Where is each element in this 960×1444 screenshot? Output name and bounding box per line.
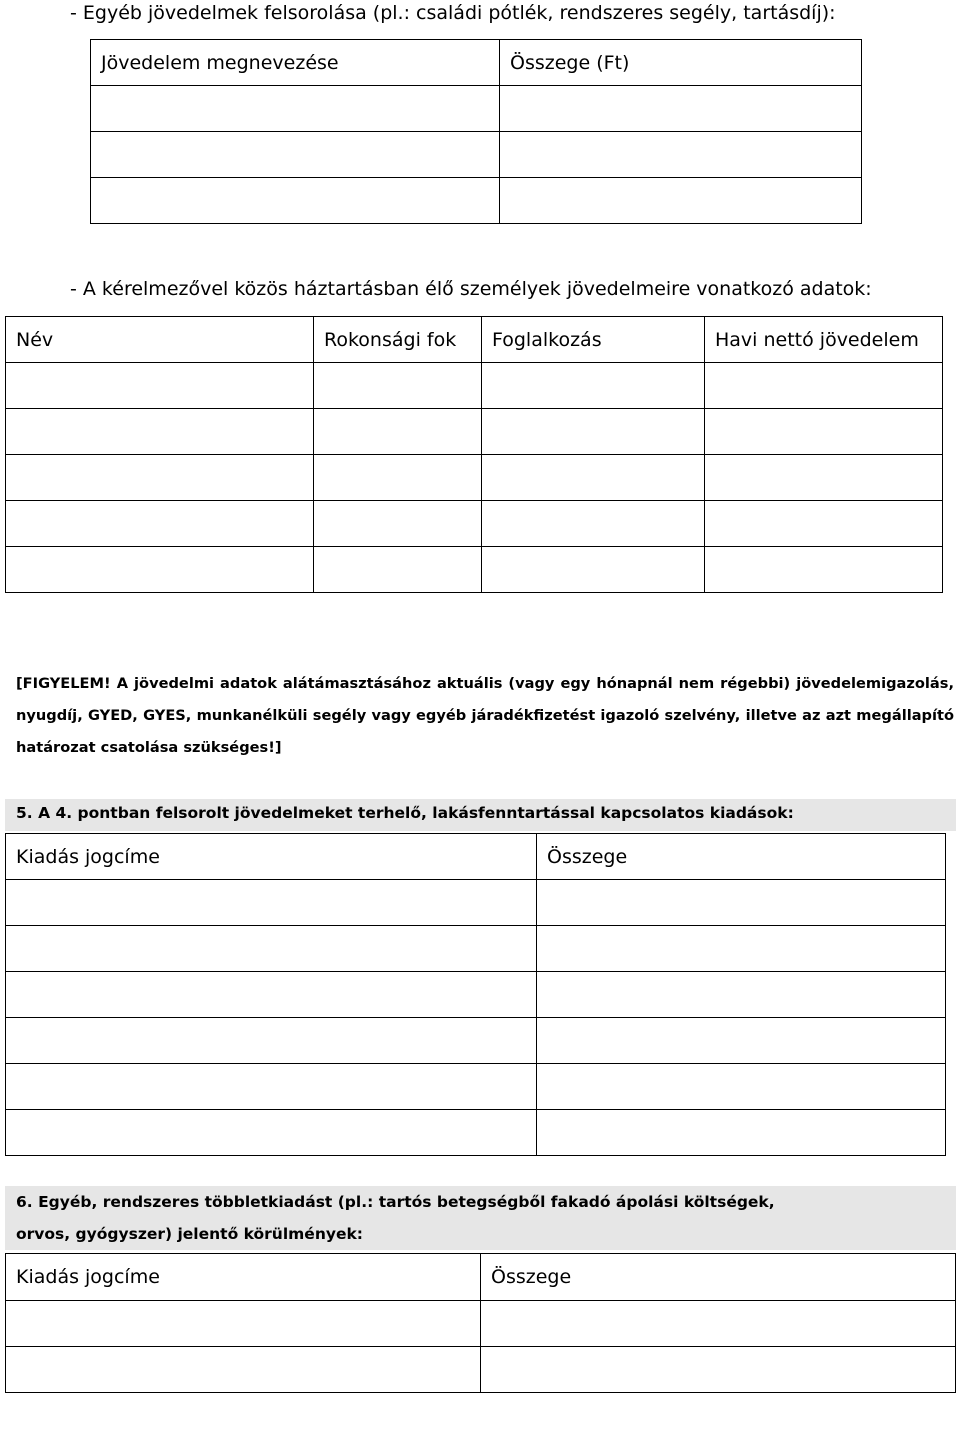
table-row <box>6 1110 946 1156</box>
column-header-occupation: Foglalkozás <box>482 317 705 363</box>
input-cell[interactable] <box>500 178 862 224</box>
input-cell[interactable] <box>705 455 943 501</box>
table-row <box>6 455 943 501</box>
input-cell[interactable] <box>537 1110 946 1156</box>
input-cell[interactable] <box>482 363 705 409</box>
section6-heading: 6. Egyéb, rendszeres többletkiadást (pl.: tartós betegségből fakadó ápolási költségek, orvos, gyógyszer) jelentő körülmények: <box>16 1193 775 1243</box>
column-header-amount: Összege (Ft) <box>500 40 862 86</box>
input-cell[interactable] <box>6 1347 481 1393</box>
input-cell[interactable] <box>6 409 314 455</box>
input-cell[interactable] <box>6 455 314 501</box>
input-cell[interactable] <box>6 926 537 972</box>
input-cell[interactable] <box>705 363 943 409</box>
column-header-net-income: Havi nettó jövedelem <box>705 317 943 363</box>
input-cell[interactable] <box>6 363 314 409</box>
input-cell[interactable] <box>482 455 705 501</box>
input-cell[interactable] <box>6 972 537 1018</box>
input-cell[interactable] <box>537 972 946 1018</box>
table-row <box>6 501 943 547</box>
section5-heading: 5. A 4. pontban felsorolt jövedelmeket terhelő, lakásfenntartással kapcsolatos kiadások: <box>16 804 794 822</box>
input-cell[interactable] <box>6 880 537 926</box>
input-cell[interactable] <box>537 880 946 926</box>
input-cell[interactable] <box>6 1018 537 1064</box>
column-header-expense-title: Kiadás jogcíme <box>6 834 537 880</box>
input-cell[interactable] <box>482 547 705 593</box>
other-income-heading: - Egyéb jövedelmek felsorolása (pl.: családi pótlék, rendszeres segély, tartásdíj): <box>70 2 836 24</box>
table-row <box>6 972 946 1018</box>
table-row <box>6 1301 956 1347</box>
column-header-name: Név <box>6 317 314 363</box>
input-cell[interactable] <box>6 547 314 593</box>
input-cell[interactable] <box>481 1301 956 1347</box>
table-row <box>6 926 946 972</box>
input-cell[interactable] <box>314 547 482 593</box>
input-cell[interactable] <box>6 1110 537 1156</box>
table-row <box>6 1018 946 1064</box>
extra-expenses-table <box>5 1253 956 1393</box>
input-cell[interactable] <box>314 501 482 547</box>
table-row <box>6 409 943 455</box>
input-cell[interactable] <box>314 409 482 455</box>
input-cell[interactable] <box>91 132 500 178</box>
table-header-row <box>6 1254 956 1301</box>
input-cell[interactable] <box>6 501 314 547</box>
input-cell[interactable] <box>482 501 705 547</box>
column-header-amount: Összege <box>537 834 946 880</box>
input-cell[interactable] <box>482 409 705 455</box>
table-header-row <box>6 317 943 363</box>
table-row <box>91 132 862 178</box>
table-row <box>91 86 862 132</box>
input-cell[interactable] <box>6 1064 537 1110</box>
input-cell[interactable] <box>314 455 482 501</box>
table-header-row <box>91 40 862 86</box>
input-cell[interactable] <box>6 1301 481 1347</box>
column-header-amount: Összege <box>481 1254 956 1301</box>
table-row <box>6 880 946 926</box>
input-cell[interactable] <box>705 547 943 593</box>
input-cell[interactable] <box>91 86 500 132</box>
column-header-relationship: Rokonsági fok <box>314 317 482 363</box>
other-income-table <box>90 39 862 224</box>
table-row <box>6 547 943 593</box>
table-row <box>6 1347 956 1393</box>
input-cell[interactable] <box>537 1018 946 1064</box>
input-cell[interactable] <box>537 1064 946 1110</box>
table-header-row <box>6 834 946 880</box>
input-cell[interactable] <box>481 1347 956 1393</box>
input-cell[interactable] <box>705 501 943 547</box>
expenses-table <box>5 833 946 1156</box>
household-heading: - A kérelmezővel közös háztartásban élő személyek jövedelmeire vonatkozó adatok: <box>70 278 872 300</box>
input-cell[interactable] <box>705 409 943 455</box>
table-row <box>6 1064 946 1110</box>
input-cell[interactable] <box>537 926 946 972</box>
column-header-expense-title: Kiadás jogcíme <box>6 1254 481 1301</box>
household-table <box>5 316 943 593</box>
input-cell[interactable] <box>500 86 862 132</box>
input-cell[interactable] <box>500 132 862 178</box>
notice-text: [FIGYELEM! A jövedelmi adatok alátámasztásához aktuális (vagy egy hónapnál nem régebbi) jövedelemigazolás, nyugdíj, GYED, GYES, munkanélküli segély vagy egyéb járadékfizetést igazoló szelvény, illetve az azt megállapító határozat csatolása szükséges!] <box>16 675 954 756</box>
input-cell[interactable] <box>314 363 482 409</box>
input-cell[interactable] <box>91 178 500 224</box>
column-header-income-name: Jövedelem megnevezése <box>91 40 500 86</box>
table-row <box>91 178 862 224</box>
table-row <box>6 363 943 409</box>
